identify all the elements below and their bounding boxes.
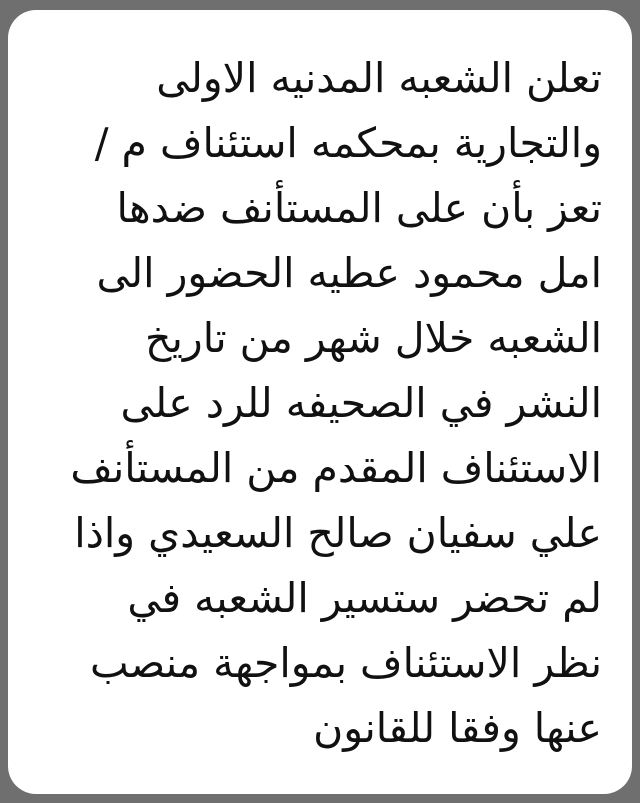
notice-line-9: لم تحضر ستسير الشعبه في xyxy=(127,574,602,622)
notice-line-4: امل محمود عطيه الحضور الى xyxy=(96,249,602,297)
notice-line-8: علي سفيان صالح السعيدي واذا xyxy=(74,509,602,557)
court-notice-text xyxy=(46,46,602,761)
notice-line-2: والتجارية بمحكمه استئناف م / xyxy=(94,119,602,167)
notice-line-11: عنها وفقا للقانون xyxy=(313,704,602,752)
notice-line-10: نظر الاستئناف بمواجهة منصب xyxy=(89,639,602,687)
notice-line-6: النشر في الصحيفه للرد على xyxy=(120,379,602,427)
notice-card xyxy=(8,10,632,794)
notice-line-7: الاستئناف المقدم من المستأنف xyxy=(70,444,602,492)
notice-line-1: تعلن الشعبه المدنيه الاولى xyxy=(156,54,602,102)
notice-line-5: الشعبه خلال شهر من تاريخ xyxy=(145,314,602,362)
notice-line-3: تعز بأن على المستأنف ضدها xyxy=(116,184,602,232)
